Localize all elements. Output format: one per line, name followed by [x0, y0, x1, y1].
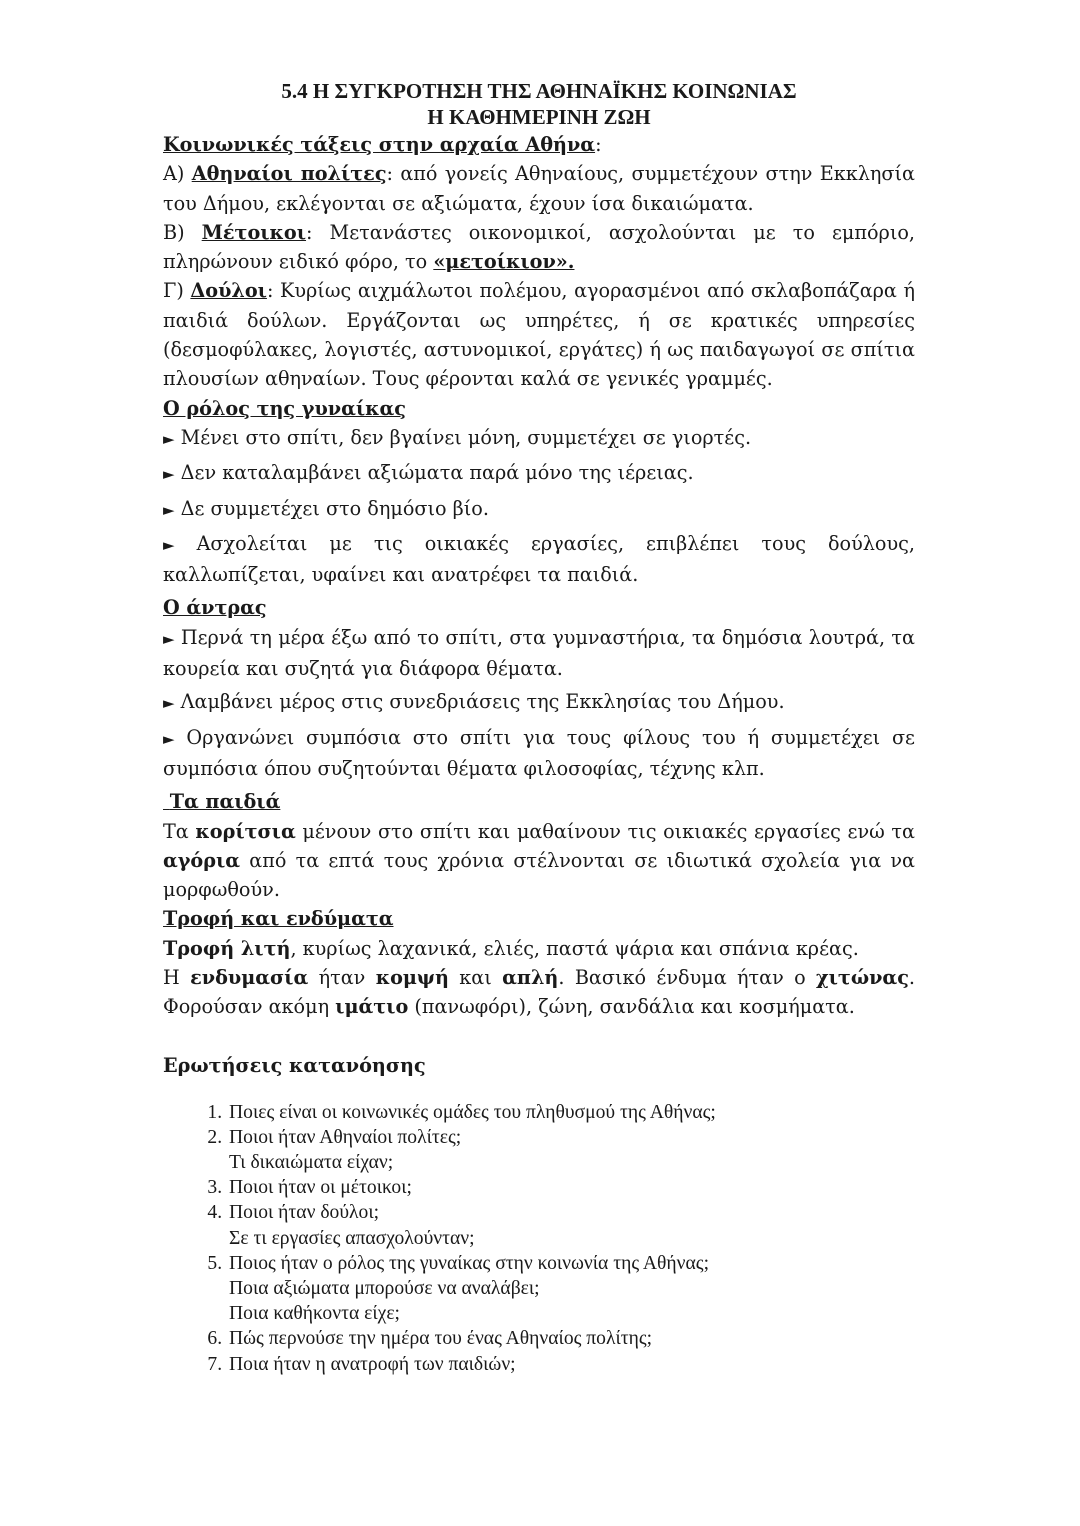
list-item: ► Λαμβάνει μέρος στις συνεδριάσεις της Εκκλησίας του Δήμου.: [163, 690, 785, 714]
children-heading: Τα παιδιά: [169, 790, 281, 814]
food-line: Τροφή λιτή, κυρίως λαχανικά, ελιές, παστά ψάρια και σπάνια κρέας.: [163, 936, 859, 960]
question-item: 3. Ποιοι ήταν οι μέτοικοι;: [227, 1175, 915, 1200]
bullet-icon: ►: [163, 629, 175, 648]
question-item: 5. Ποιος ήταν ο ρόλος της γυναίκας στην κοινωνία της Αθήνας; Ποια αξιώματα μπορούσε να αναλάβει; Ποια καθήκοντα είχε;: [227, 1251, 915, 1327]
woman-heading: Ο ρόλος της γυναίκας: [163, 396, 406, 420]
question-item: 2. Ποιοι ήταν Αθηναίοι πολίτες; Τι δικαιώματα είχαν;: [227, 1125, 915, 1175]
term-metics: Μέτοικοι: [201, 220, 307, 244]
bullet-icon: ►: [163, 729, 175, 748]
title-line-1: 5.4 Η ΣΥΓΚΡΟΤΗΣΗ ΤΗΣ ΑΘΗΝΑΪΚΗΣ ΚΟΙΝΩΝΙΑΣ: [281, 79, 797, 103]
woman-bullets: [163, 423, 915, 589]
document-page: [163, 78, 915, 1377]
bullet-icon: ►: [163, 694, 175, 713]
term-citizens: Αθηναίοι πολίτες: [191, 162, 387, 186]
questions-list: [163, 1100, 915, 1377]
food-heading: Τροφή και ενδύματα: [163, 907, 394, 931]
bullet-icon: ►: [163, 535, 175, 554]
classes-heading: Κοινωνικές τάξεις στην αρχαία Αθήνα:: [163, 133, 602, 156]
man-bullets: [163, 623, 915, 783]
list-item: ► Δεν καταλαμβάνει αξιώματα παρά μόνο της ιέρειας.: [163, 461, 694, 485]
children-text: Τα κορίτσια μένουν στο σπίτι και μαθαίνουν τις οικιακές εργασίες ενώ τα αγόρια από τα επτά τους χρόνια στέλνονται σε ιδιωτικά σχολεία για να μορφωθούν.: [163, 819, 915, 902]
question-item: 7. Ποια ήταν η ανατροφή των παιδιών;: [227, 1352, 915, 1377]
list-item: ► Μένει στο σπίτι, δεν βγαίνει μόνη, συμμετέχει σε γιορτές.: [163, 425, 752, 449]
list-item: ► Οργανώνει συμπόσια στο σπίτι για τους φίλους του ή συμμετέχει σε συμπόσια όπου συζητούνται θέματα φιλοσοφίας, τέχνης κλπ.: [163, 725, 915, 780]
bullet-icon: ►: [163, 500, 175, 519]
class-citizens: Α) Αθηναίοι πολίτες: από γονείς Αθηναίους, συμμετέχουν στην Εκκλησία του Δήμου, εκλέγονται σε αξιώματα, έχουν ίσα δικαιώματα.: [163, 162, 915, 215]
bullet-icon: ►: [163, 465, 175, 484]
clothing-line: Η ενδυμασία ήταν κομψή και απλή. Βασικό ένδυμα ήταν ο χιτώνας. Φορούσαν ακόμη ιμάτιο (πανωφόρι), ζώνη, σανδάλια και κοσμήματα.: [163, 966, 915, 1019]
term-girls: κορίτσια: [195, 819, 296, 843]
question-item: 6. Πώς περνούσε την ημέρα του ένας Αθηναίος πολίτης;: [227, 1326, 915, 1351]
class-metics: Β) Μέτοικοι: Μετανάστες οικονομικοί, ασχολούνται με το εμπόριο, πληρώνουν ειδικό φόρο, το «μετοίκιον».: [163, 220, 915, 274]
question-item: 1. Ποιες είναι οι κοινωνικές ομάδες του πληθυσμού της Αθήνας;: [227, 1100, 915, 1125]
question-item: 4. Ποιοι ήταν δούλοι; Σε τι εργασίες απασχολούνταν;: [227, 1200, 915, 1250]
questions-title: Ερωτήσεις κατανόησης: [163, 1053, 426, 1077]
list-item: ► Ασχολείται με τις οικιακές εργασίες, επιβλέπει τους δούλους, καλλωπίζεται, υφαίνει και ανατρέφει τα παιδιά.: [163, 531, 915, 587]
man-heading: Ο άντρας: [163, 596, 267, 620]
term-boys: αγόρια: [163, 848, 241, 872]
bullet-icon: ►: [163, 429, 175, 448]
term-slaves: Δούλοι: [190, 279, 267, 303]
page-title: [163, 78, 915, 130]
list-item: ► Περνά τη μέρα έξω από το σπίτι, στα γυμναστήρια, τα δημόσια λουτρά, τα κουρεία και συζητά για διάφορα θέματα.: [163, 625, 915, 681]
title-line-2: Η ΚΑΘΗΜΕΡΙΝΗ ΖΩΗ: [427, 105, 651, 129]
list-item: ► Δε συμμετέχει στο δημόσιο βίο.: [163, 496, 489, 520]
term-metoikion: «μετοίκιον».: [433, 250, 575, 274]
class-slaves: Γ) Δούλοι: Κυρίως αιχμάλωτοι πολέμου, αγορασμένοι από σκλαβοπάζαρα ή παιδιά δούλων. Εργάζονται ως υπηρέτες, ή σε κρατικές υπηρεσίες (δεσμοφύλακες, λογιστές, αστυνομικοί, εργάτες) ή ως παιδαγωγοί σε σπίτια πλουσίων αθηναίων. Τους φέρονται καλά σε γενικές γραμμές.: [163, 279, 915, 391]
